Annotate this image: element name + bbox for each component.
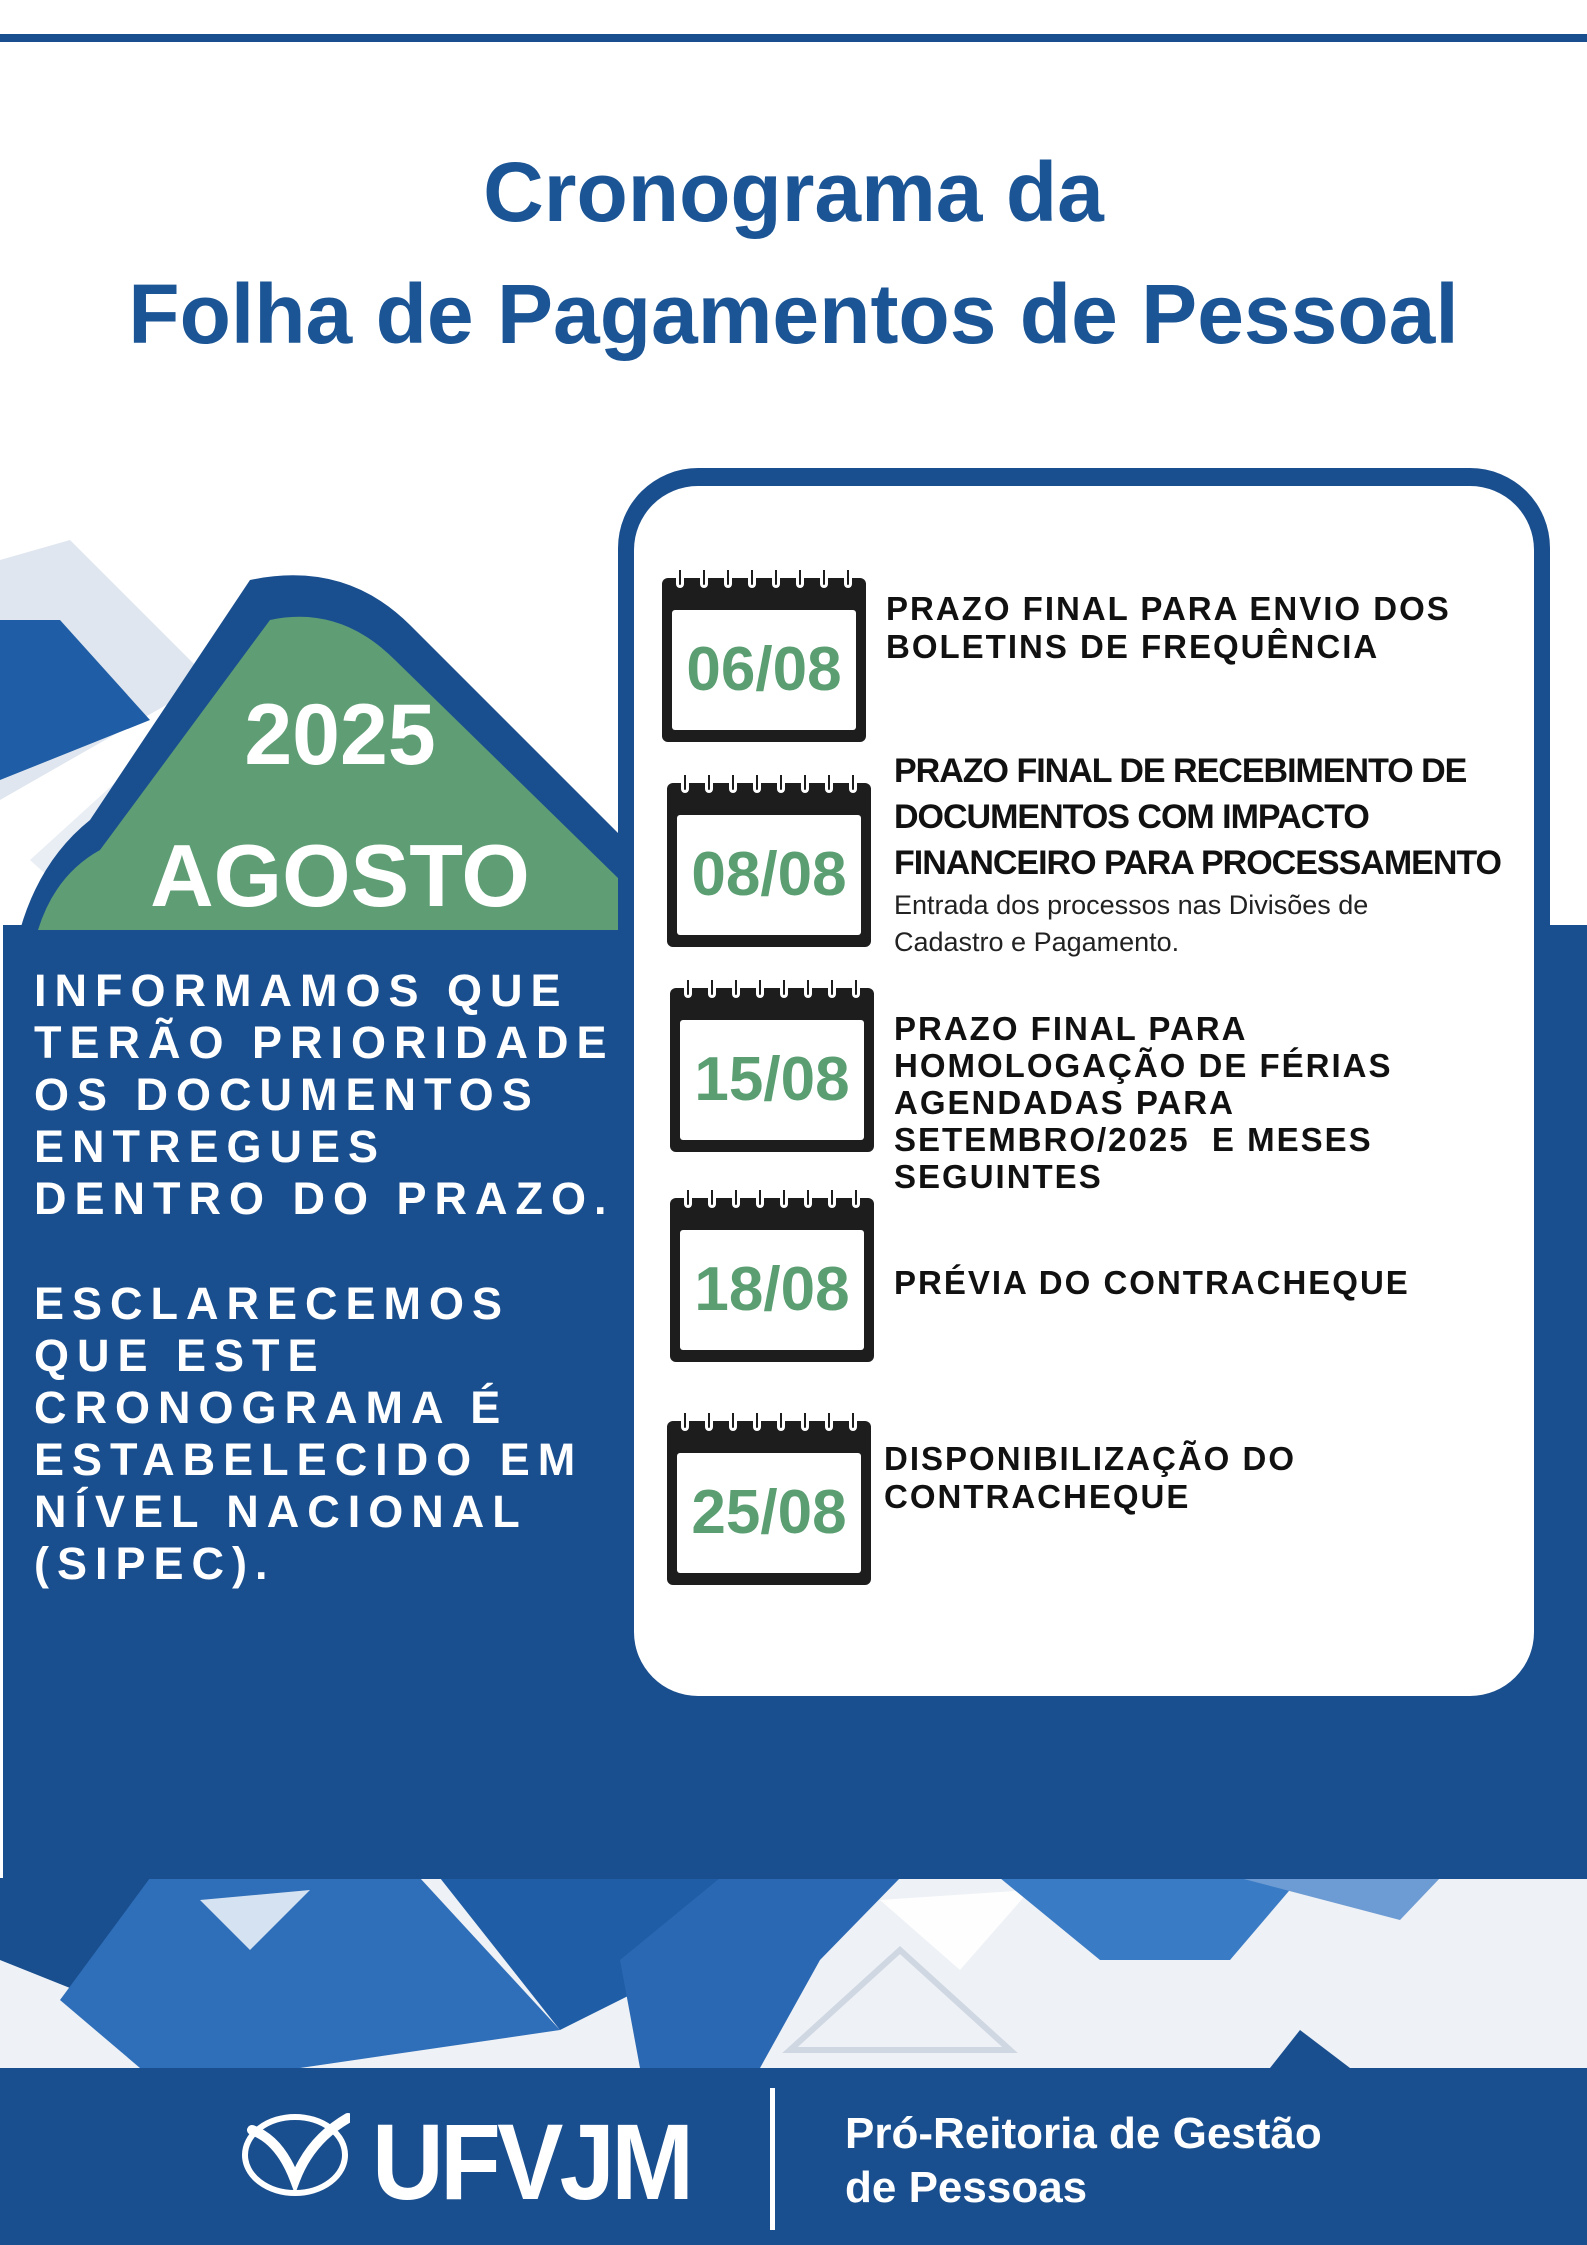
notice-line: ESTABELECIDO EM [34, 1434, 584, 1485]
schedule-item-text: BOLETINS DE FREQUÊNCIA [886, 628, 1380, 665]
schedule-item-text: PRAZO FINAL DE RECEBIMENTO DE [894, 752, 1467, 790]
notice-paragraph-2 [34, 1278, 583, 1590]
page-title-line2: Folha de Pagamentos de Pessoal [128, 267, 1459, 361]
schedule-item-4 [894, 1264, 1410, 1302]
schedule-item-text: FINANCEIRO PARA PROCESSAMENTO [894, 844, 1501, 882]
schedule-item-text: SETEMBRO/2025 E MESES [894, 1121, 1373, 1158]
schedule-date: 15/08 [680, 1020, 864, 1140]
schedule-item-text: PRÉVIA DO CONTRACHEQUE [894, 1264, 1410, 1301]
notice-line: OS DOCUMENTOS [34, 1069, 540, 1120]
ufvjm-logo-text: UFVJM [372, 2101, 691, 2222]
schedule-item-text: AGENDADAS PARA [894, 1084, 1235, 1121]
schedule-item-text: SEGUINTES [894, 1158, 1103, 1195]
schedule-item-text: CONTRACHEQUE [884, 1478, 1191, 1515]
footer-divider [770, 2088, 775, 2230]
schedule-item-3 [894, 1010, 1393, 1195]
notice-line: CRONOGRAMA É [34, 1382, 509, 1433]
notice-line: ENTREGUES [34, 1121, 387, 1172]
schedule-item-text: PRAZO FINAL PARA ENVIO DOS [886, 590, 1451, 627]
schedule-date: 25/08 [677, 1453, 861, 1573]
notice-line: QUE ESTE [34, 1330, 326, 1381]
calendar-icon [670, 980, 874, 1152]
year-label: 2025 [244, 687, 436, 783]
notice-line: INFORMAMOS QUE [34, 965, 569, 1016]
schedule-item-text: HOMOLOGAÇÃO DE FÉRIAS [894, 1047, 1393, 1084]
schedule-item-text: PRAZO FINAL PARA [894, 1010, 1248, 1047]
notice-line: TERÃO PRIORIDADE [34, 1017, 615, 1068]
org-name-line1: Pró-Reitoria de Gestão [845, 2109, 1322, 2158]
calendar-icon [662, 570, 866, 742]
notice-paragraph-1 [34, 965, 615, 1225]
footer [0, 2068, 1587, 2245]
schedule-date: 06/08 [672, 610, 856, 730]
schedule-date: 18/08 [680, 1230, 864, 1350]
schedule-item-text: DOCUMENTOS COM IMPACTO [894, 798, 1369, 836]
month-label: AGOSTO [150, 826, 530, 925]
notice-line: ESCLARECEMOS [34, 1278, 511, 1329]
notice-line: DENTRO DO PRAZO. [34, 1173, 615, 1224]
schedule-item-note: Entrada dos processos nas Divisões de [894, 890, 1369, 920]
schedule-item-note: Cadastro e Pagamento. [894, 927, 1180, 957]
notice-line: (SIPEC). [34, 1538, 276, 1589]
ufvjm-logo-icon [240, 2110, 350, 2200]
calendar-icon [667, 775, 871, 947]
calendar-icon [667, 1413, 871, 1585]
page-title-line1: Cronograma da [483, 145, 1104, 239]
schedule-item-2-note [894, 887, 1368, 961]
schedule-date: 08/08 [677, 815, 861, 935]
schedule-item-1 [886, 590, 1451, 666]
schedule-item-5 [884, 1440, 1296, 1516]
schedule-item-text: DISPONIBILIZAÇÃO DO [884, 1440, 1297, 1477]
notice-line: NÍVEL NACIONAL [34, 1486, 528, 1537]
org-name-line2: de Pessoas [845, 2163, 1088, 2212]
calendar-icon [670, 1190, 874, 1362]
schedule-item-2 [894, 748, 1501, 886]
